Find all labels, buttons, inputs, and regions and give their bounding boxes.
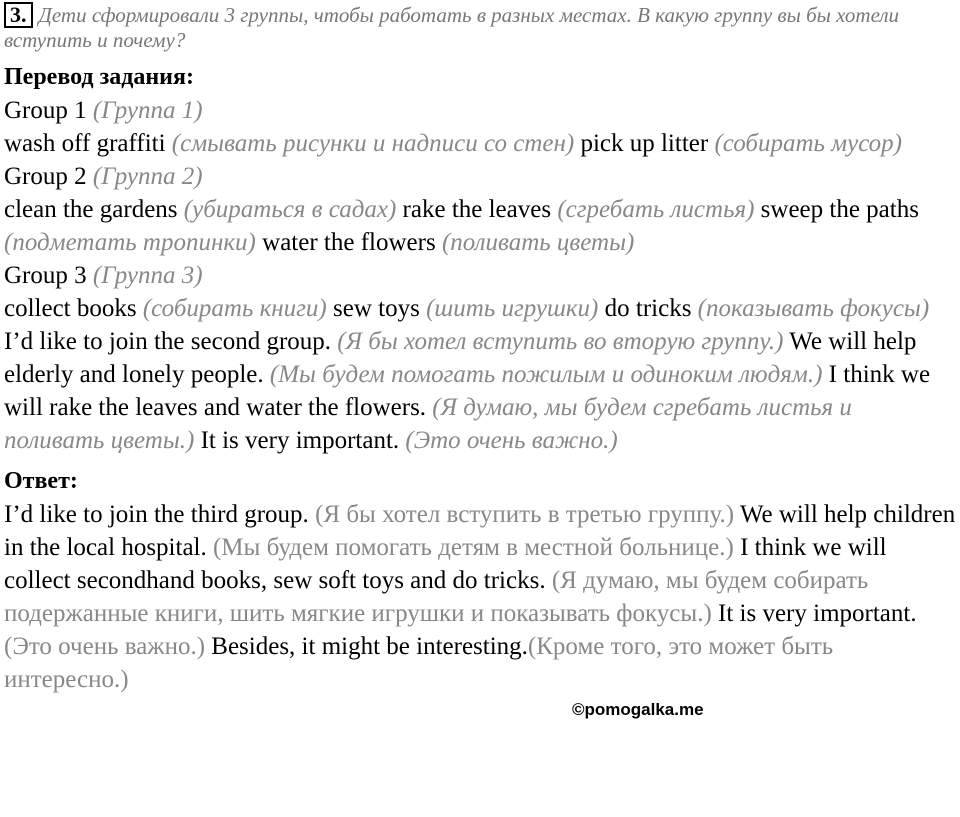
item-text: wash off graffiti xyxy=(4,130,166,157)
item-text: pick up litter xyxy=(580,130,709,157)
sentence-translation: (Я думаю, мы будем сгребать листья и поливать цветы.) xyxy=(4,394,852,454)
group2-label: Group 2 xyxy=(4,163,87,190)
group3-label-tr: (Группа 3) xyxy=(92,262,203,289)
sentence: We will help elderly and lonely people. xyxy=(4,328,917,388)
item-text: sew toys xyxy=(333,295,420,322)
group2-label-tr: (Группа 2) xyxy=(92,163,203,190)
item-translation: (собирать мусор) xyxy=(714,130,903,157)
task-text: Дети сформировали 3 группы, чтобы работать в разных местах. В какую группу вы бы хотели вступить и почему? xyxy=(4,3,900,52)
sentence-translation: (Я бы хотел вступить в третью группу.) xyxy=(315,501,735,528)
item-translation: (собирать книги) xyxy=(142,295,327,322)
item-translation: (шить игрушки) xyxy=(426,295,599,322)
sentence: I think we will collect secondhand books, sew soft toys and do tricks. xyxy=(4,534,887,594)
sentence: We will help children in the local hospital. xyxy=(4,501,956,561)
sentence-translation: (Мы будем помогать детям в местной больнице.) xyxy=(212,534,734,561)
sentence-translation: (Я думаю, мы будем собирать подержанные книги, шить мягкие игрушки и показывать фокусы.) xyxy=(4,567,869,627)
item-text: collect books xyxy=(4,295,137,322)
item-translation: (убираться в садах) xyxy=(183,196,397,223)
item-translation: (сгребать листья) xyxy=(557,196,755,223)
group3-label: Group 3 xyxy=(4,262,87,289)
sentence: Besides, it might be interesting. xyxy=(211,633,528,660)
group1-label: Group 1 xyxy=(4,97,87,124)
sentence-translation: (Это очень важно.) xyxy=(4,633,206,660)
group2-items xyxy=(4,193,958,259)
sentence: It is very important. xyxy=(718,600,917,627)
item-translation: (поливать цветы) xyxy=(441,229,635,256)
document-page xyxy=(4,2,958,696)
sentence: It is very important. xyxy=(200,427,400,454)
group3-title xyxy=(4,259,958,292)
item-text: do tricks xyxy=(604,295,692,322)
item-translation: (показывать фокусы) xyxy=(697,295,930,322)
item-text: rake the leaves xyxy=(402,196,552,223)
watermark: ©pomogalka.me xyxy=(572,700,704,719)
example-paragraph xyxy=(4,325,958,457)
item-text: sweep the paths xyxy=(760,196,919,223)
group3-items xyxy=(4,292,958,325)
group1-label-tr: (Группа 1) xyxy=(92,97,203,124)
group1-items xyxy=(4,127,958,160)
group1-title xyxy=(4,94,958,127)
answer-paragraph xyxy=(4,498,958,696)
item-translation: (подметать тропинки) xyxy=(4,229,256,256)
answer-heading: Ответ: xyxy=(4,468,78,494)
item-translation: (смывать рисунки и надписи со стен) xyxy=(171,130,575,157)
group2-title xyxy=(4,160,958,193)
sentence: I’d like to join the third group. xyxy=(4,501,309,528)
item-text: water the flowers xyxy=(262,229,436,256)
translation-heading: Перевод задания: xyxy=(4,64,194,90)
sentence-translation: (Мы будем помогать пожилым и одиноким людям.) xyxy=(269,361,823,388)
task-number: 3. xyxy=(4,2,33,28)
item-text: clean the gardens xyxy=(4,196,178,223)
sentence-translation: (Это очень важно.) xyxy=(405,427,618,454)
sentence-translation: (Я бы хотел вступить во вторую группу.) xyxy=(337,328,784,355)
sentence-translation: (Кроме того, это может быть интересно.) xyxy=(4,633,834,693)
sentence: I think we will rake the leaves and water the flowers. xyxy=(4,361,931,421)
task-statement xyxy=(4,2,958,53)
sentence: I’d like to join the second group. xyxy=(4,328,332,355)
